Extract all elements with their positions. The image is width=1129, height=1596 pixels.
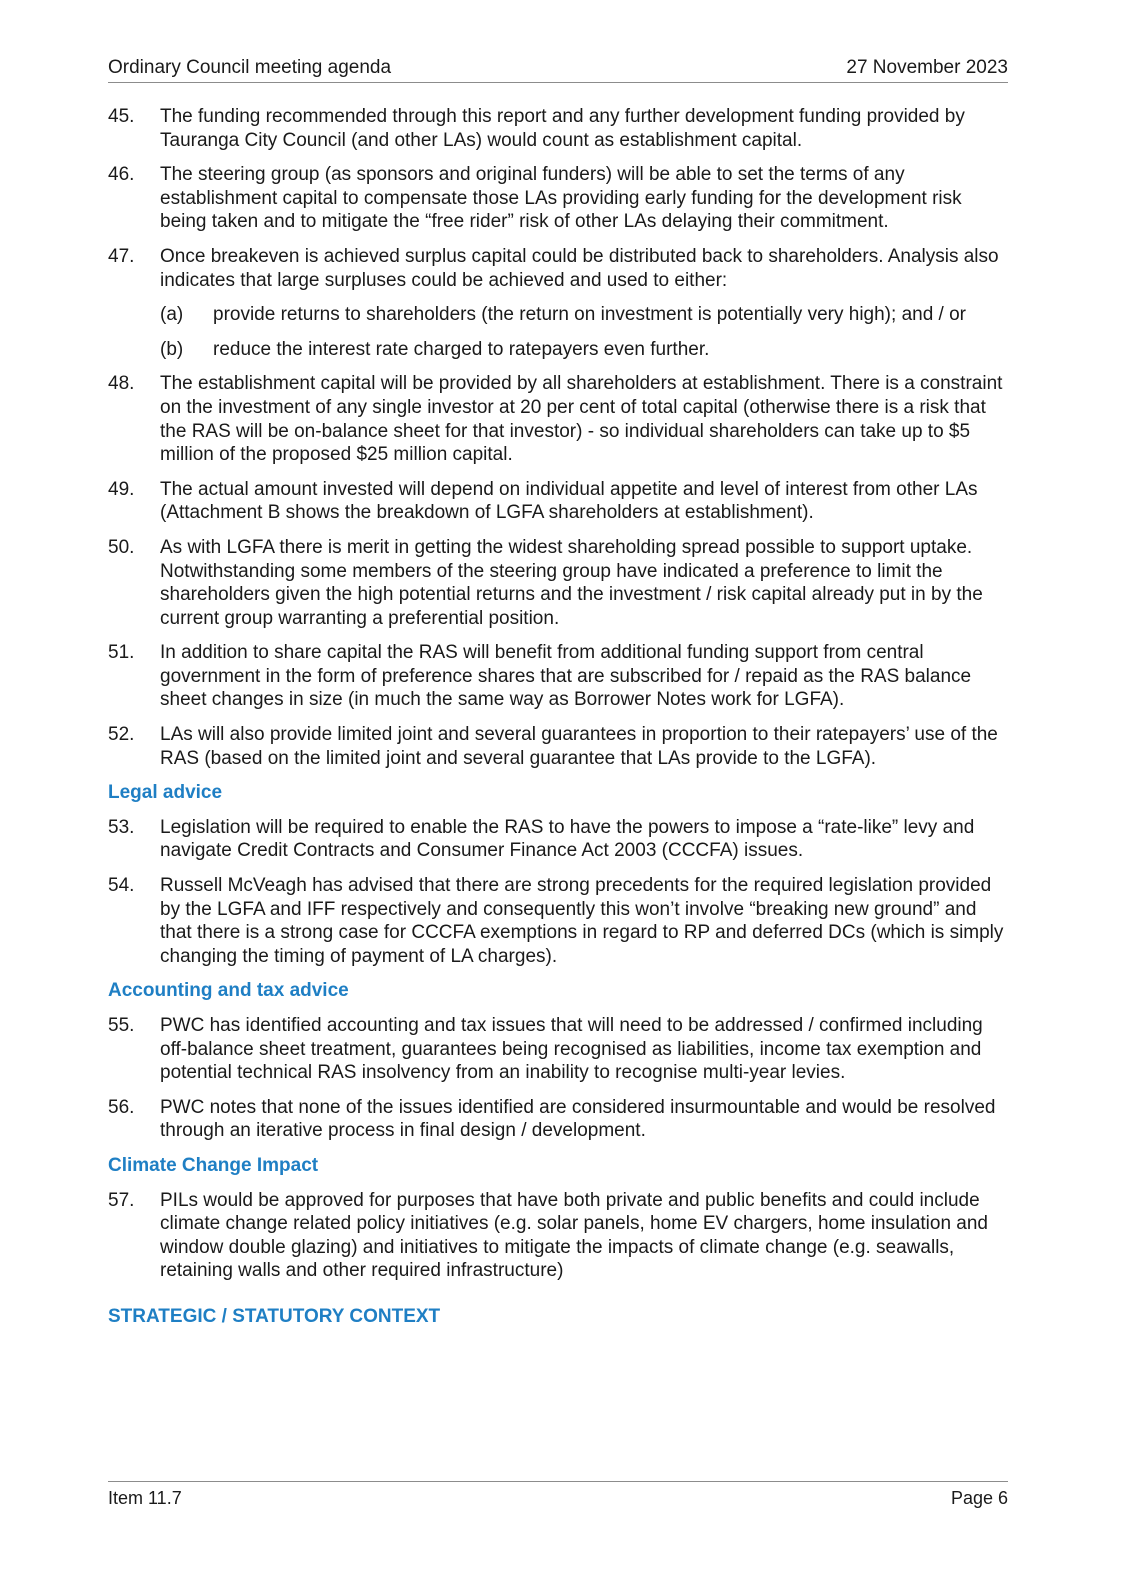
- subitem-label: (b): [160, 338, 184, 360]
- subitem-text: provide returns to shareholders (the return on investment is potentially very high); and / or: [213, 304, 966, 326]
- paragraph-number: 47.: [108, 245, 135, 267]
- paragraph-55: [108, 1014, 1008, 1085]
- subitem-text: reduce the interest rate charged to ratepayers even further.: [213, 338, 710, 360]
- paragraph-47: [108, 245, 1008, 292]
- section-heading-strategic: STRATEGIC / STATUTORY CONTEXT: [108, 1305, 441, 1327]
- paragraph-number: 51.: [108, 642, 135, 664]
- meeting-date: 27 November 2023: [846, 57, 1008, 78]
- paragraph-text: PWC notes that none of the issues identified are considered insurmountable and would be resolved through an iterative process in final design / development.: [160, 1096, 996, 1142]
- subitem-b: [108, 338, 1008, 362]
- paragraph-text: LAs will also provide limited joint and several guarantees in proportion to their ratepayers’ use of the RAS (based on the limited joint and several guarantee that LAs provide to the LGFA).: [160, 724, 998, 769]
- page-header: [108, 58, 1008, 83]
- paragraph-text: In addition to share capital the RAS will benefit from additional funding support from central government in the form of preference shares that are subscribed for / repaid as the RAS balance sheet changes in size (in much the same way as Borrower Notes work for LGFA).: [160, 642, 972, 711]
- paragraph-text: As with LGFA there is merit in getting the widest shareholding spread possible to support uptake. Notwithstanding some members of the steering group have indicated a preference to limit the shareholders given the high potential returns and the investment / risk capital already put in by the current group warranting a preferential position.: [160, 536, 983, 629]
- section-heading-legal: Legal advice: [108, 782, 223, 804]
- paragraph-text: The actual amount invested will depend on individual appetite and level of interest from other LAs (Attachment B shows the breakdown of LGFA shareholders at establishment).: [160, 478, 978, 524]
- section-heading-accounting: Accounting and tax advice: [108, 980, 349, 1002]
- paragraph-52: [108, 723, 1008, 770]
- subitem-a: [108, 303, 1008, 327]
- paragraph-text: PILs would be approved for purposes that have both private and public benefits and could include climate change related policy initiatives (e.g. solar panels, home EV chargers, home insulation and window double glazing) and initiatives to mitigate the impacts of climate change (e.g. seawalls, retaining walls and other required infrastructure): [160, 1189, 989, 1282]
- paragraph-number: 49.: [108, 478, 135, 500]
- paragraph-number: 52.: [108, 724, 135, 746]
- paragraph-51: [108, 641, 1008, 712]
- item-number: Item 11.7: [108, 1488, 182, 1508]
- paragraph-48: [108, 372, 1008, 466]
- paragraph-text: Russell McVeagh has advised that there are strong precedents for the required legislation provided by the LGFA and IFF respectively and consequently this won’t involve “breaking new ground” and that there is a strong case for CCCFA exemptions in regard to RP and deferred DCs (which is simply changing the timing of payment of LA charges).: [160, 875, 1004, 967]
- paragraph-number: 50.: [108, 536, 135, 558]
- document-title: Ordinary Council meeting agenda: [108, 57, 392, 78]
- paragraph-57: [108, 1189, 1008, 1283]
- subitem-label: (a): [160, 304, 184, 326]
- paragraph-number: 55.: [108, 1015, 135, 1036]
- paragraph-46: [108, 163, 1008, 234]
- page-footer: [108, 1481, 1008, 1511]
- paragraph-number: 53.: [108, 816, 135, 838]
- document-body: [108, 105, 1008, 1340]
- paragraph-text: The funding recommended through this report and any further development funding provided by Tauranga City Council (and other LAs) would count as establishment capital.: [160, 106, 965, 151]
- paragraph-56: [108, 1096, 1008, 1143]
- page-number: Page 6: [950, 1488, 1008, 1508]
- paragraph-number: 46.: [108, 164, 135, 186]
- paragraph-number: 57.: [108, 1189, 135, 1211]
- paragraph-number: 56.: [108, 1096, 135, 1118]
- paragraph-text: Legislation will be required to enable the RAS to have the powers to impose a “rate-like” levy and navigate Credit Contracts and Consumer Finance Act 2003 (CCCFA) issues.: [160, 816, 975, 862]
- paragraph-text: The establishment capital will be provided by all shareholders at establishment. There is a constraint on the investment of any single investor at 20 per cent of total capital (otherwise there is a risk that the RAS will be on-balance sheet for that investor) - so individual shareholders can take up to $5 million of the proposed $25 million capital.: [160, 373, 1003, 466]
- paragraph-text: PWC has identified accounting and tax issues that will need to be addressed / confirmed including off-balance sheet treatment, guarantees being recognised as liabilities, income tax exemption and potential technical RAS insolvency from an inability to recognise multi-year levies.: [160, 1015, 983, 1084]
- paragraph-54: [108, 874, 1008, 968]
- paragraph-number: 54.: [108, 875, 135, 897]
- paragraph-number: 45.: [108, 106, 135, 127]
- paragraph-text: The steering group (as sponsors and original funders) will be able to set the terms of any establishment capital to compensate those LAs providing early funding for the development risk being taken and to mitigate the “free rider” risk of other LAs delaying their commitment.: [160, 164, 962, 233]
- paragraph-53: [108, 816, 1008, 863]
- paragraph-number: 48.: [108, 373, 135, 395]
- paragraph-49: [108, 478, 1008, 525]
- paragraph-50: [108, 536, 1008, 630]
- section-heading-climate: Climate Change Impact: [108, 1154, 319, 1176]
- paragraph-45: [108, 105, 1008, 152]
- paragraph-text: Once breakeven is achieved surplus capital could be distributed back to shareholders. Analysis also indicates that large surpluses could be achieved and used to either:: [160, 245, 999, 291]
